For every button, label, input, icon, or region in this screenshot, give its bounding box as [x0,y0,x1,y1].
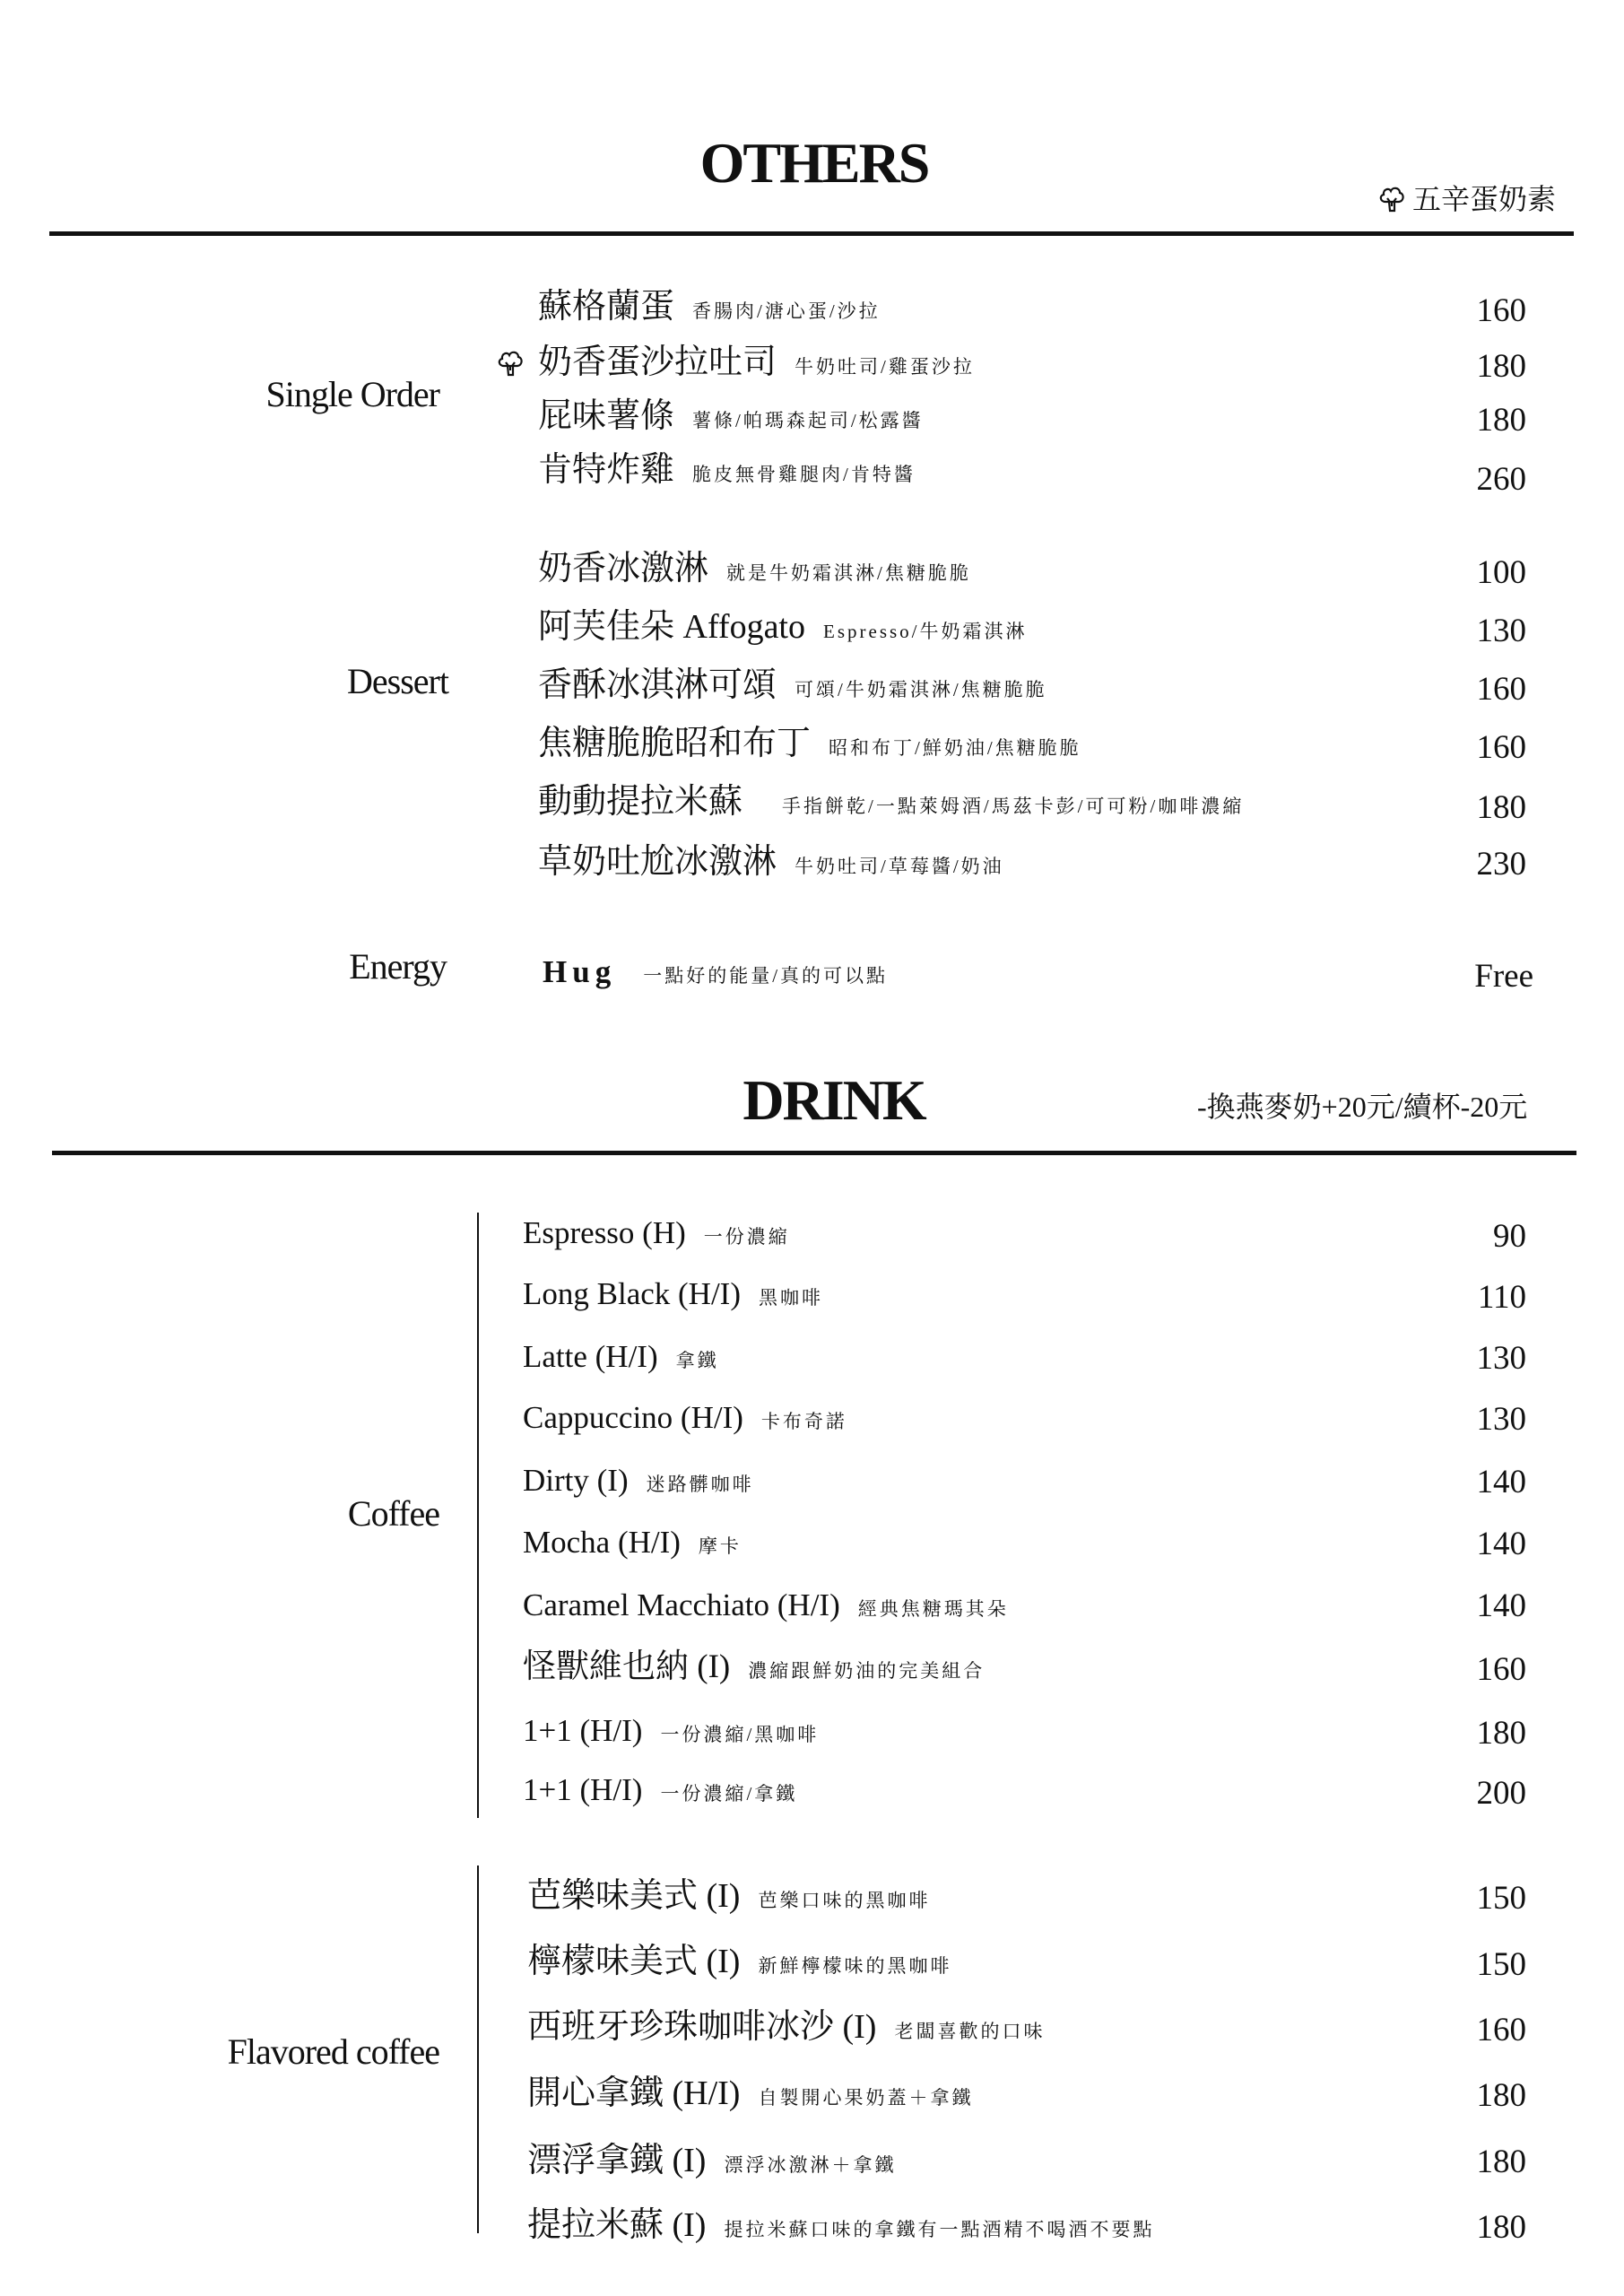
others-divider [49,231,1574,236]
item-price: 180 [1476,2077,1526,2114]
item-price: 140 [1476,1587,1526,1624]
menu-item: Dirty (I) 迷路髒咖啡 [523,1463,754,1498]
others-title: OTHERS [699,131,929,195]
menu-item: Hug 一點好的能量/真的可以點 [543,954,889,989]
category-energy: Energy [349,946,447,987]
item-price: 160 [1476,292,1526,329]
item-price: 110 [1477,1279,1526,1316]
item-price: 130 [1476,1340,1526,1377]
menu-item: Espresso (H) 一份濃縮 [523,1215,790,1250]
item-price: 180 [1476,402,1526,439]
category-flavored-coffee: Flavored coffee [227,2031,439,2072]
item-price: 130 [1476,613,1526,649]
vegetarian-note [1376,184,1556,214]
item-price: 160 [1476,2012,1526,2048]
menu-item: Latte (H/I) 拿鐵 [523,1339,719,1374]
item-price: 150 [1476,1880,1526,1917]
drink-title: DRINK [743,1068,925,1132]
menu-item: 草奶吐尬冰激淋 牛奶吐司/草莓醬/奶油 [538,843,1004,881]
item-price: 100 [1476,554,1526,591]
item-price: 180 [1476,2144,1526,2180]
flavored-coffee-bracket [477,1866,479,2233]
menu-item: 1+1 (H/I) 一份濃縮/黑咖啡 [523,1713,820,1748]
drink-note: -換燕麥奶+20元/續杯-20元 [1197,1091,1528,1123]
coffee-bracket [477,1213,479,1818]
menu-item: 屁味薯條 薯條/帕瑪森起司/松露醬 [538,397,924,435]
menu-item: Cappuccino (H/I) 卡布奇諾 [523,1400,847,1435]
menu-item: 奶香蛋沙拉吐司 牛奶吐司/雞蛋沙拉 [538,344,975,381]
item-price: 180 [1476,348,1526,385]
menu-item: 1+1 (H/I) 一份濃縮/拿鐵 [523,1772,798,1807]
item-price: 200 [1476,1775,1526,1812]
item-price: 140 [1476,1464,1526,1500]
menu-item: 阿芙佳朵 Affogato Espresso/牛奶霜淇淋 [538,608,1028,646]
item-price: 260 [1476,461,1526,498]
menu-item: 提拉米蘇 (I) 提拉米蘇口味的拿鐵有一點酒精不喝酒不要點 [527,2206,1155,2244]
item-price: 130 [1476,1401,1526,1438]
vegetarian-note-text: 五辛蛋奶素 [1412,183,1557,215]
menu-item: Caramel Macchiato (H/I) 經典焦糖瑪其朵 [523,1587,1009,1622]
item-price: 140 [1476,1526,1526,1562]
menu-item: Long Black (H/I) 黑咖啡 [523,1276,823,1311]
item-price: 180 [1476,1715,1526,1752]
category-dessert: Dessert [347,661,448,701]
menu-item: 漂浮拿鐵 (I) 漂浮冰激淋＋拿鐵 [527,2142,897,2179]
drink-divider [52,1151,1576,1155]
item-price: 150 [1476,1946,1526,1983]
menu-item: 奶香冰激淋 就是牛奶霜淇淋/焦糖脆脆 [538,550,971,587]
item-price: 230 [1476,846,1526,883]
item-price: 180 [1476,2209,1526,2246]
item-price: Free [1474,958,1533,995]
category-single-order: Single Order [265,374,439,414]
menu-item: 香酥冰淇淋可頌 可頌/牛奶霜淇淋/焦糖脆脆 [538,666,1047,704]
item-price: 160 [1476,1651,1526,1688]
menu-item: 焦糖脆脆昭和布丁 昭和布丁/鮮奶油/焦糖脆脆 [538,725,1081,762]
category-coffee: Coffee [347,1493,439,1534]
menu-item: 開心拿鐵 (H/I) 自製開心果奶蓋＋拿鐵 [527,2074,974,2112]
menu-item: Mocha (H/I) 摩卡 [523,1525,742,1560]
menu-item: 西班牙珍珠咖啡冰沙 (I) 老闆喜歡的口味 [527,2008,1046,2046]
menu-item: 動動提拉米蘇 手指餅乾/一點萊姆酒/馬茲卡彭/可可粉/咖啡濃縮 [538,783,1245,821]
item-price: 160 [1476,729,1526,766]
broccoli-icon [1376,184,1407,214]
broccoli-icon [495,348,525,378]
item-price: 90 [1493,1218,1526,1255]
menu-item: 肯特炸雞 脆皮無骨雞腿肉/肯特醬 [538,451,916,489]
item-price: 160 [1476,671,1526,708]
menu-item: 芭樂味美式 (I) 芭樂口味的黑咖啡 [527,1877,931,1915]
menu-item: 蘇格蘭蛋 香腸肉/溏心蛋/沙拉 [538,288,881,326]
menu-item: 怪獸維也納 (I) 濃縮跟鮮奶油的完美組合 [523,1648,986,1685]
item-price: 180 [1476,789,1526,826]
menu-item: 檸檬味美式 (I) 新鮮檸檬味的黑咖啡 [527,1943,952,1980]
